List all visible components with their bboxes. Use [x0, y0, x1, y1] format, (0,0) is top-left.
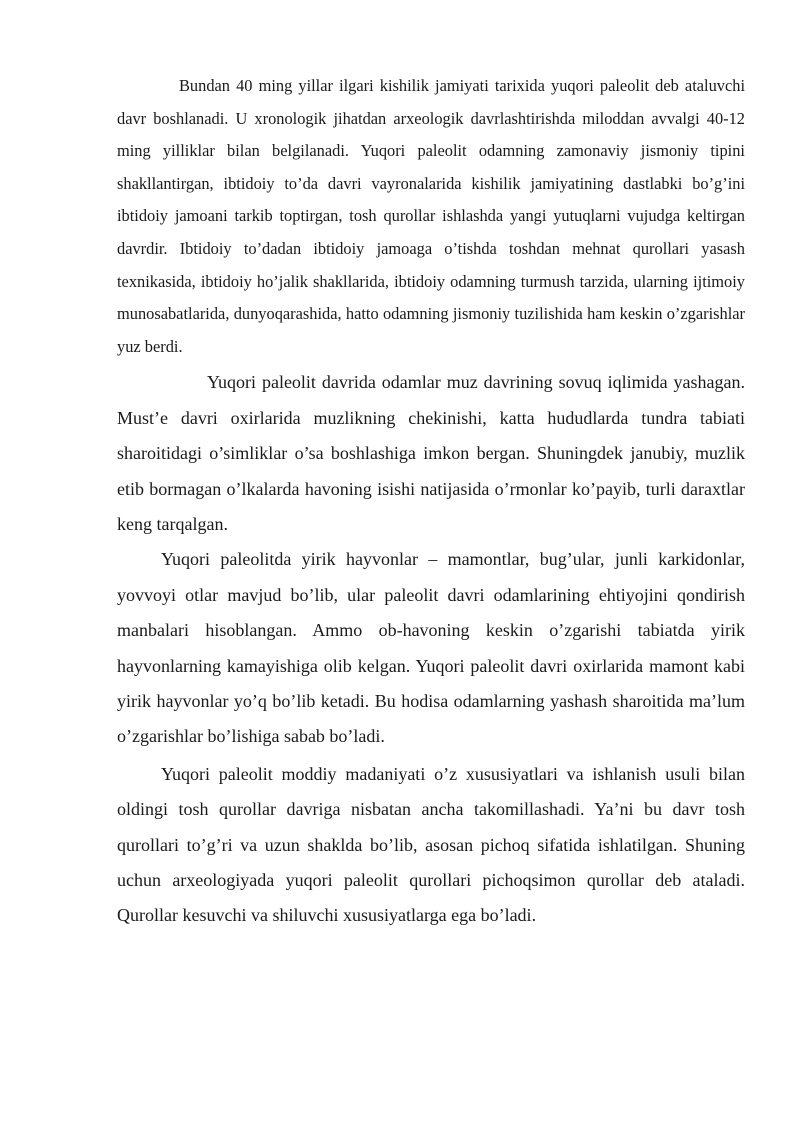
paragraph-material-culture: Yuqori paleolit moddiy madaniyati o’z xususiyatlari va ishlanish usuli bilan oldingi tosh qurollar davriga nisbatan ancha takomillashadi. Ya’ni bu davr tosh qurollari to’g’ri va uzun shaklda bo’lib, asosan pichoq sifatida ishlatilgan. Shuning uchun arxeologiyada yuqori paleolit qurollari pichoqsimon qurollar deb ataladi. Qurollar kesuvchi va shiluvchi xususiyatlarga ega bo’ladi. — [117, 763, 745, 926]
paragraph-upper-paleolithic-intro: Bundan 40 ming yillar ilgari kishilik jamiyati tarixida yuqori paleolit deb ataluvchi davr boshlanadi. U xronologik jihatdan arxeologik davrlashtirishda miloddan avvalgi 40-12 ming yilliklar bilan belgilanadi. Yuqori paleolit odamning zamonaviy jismoniy tipini shakllantirgan, ibtidoiy to’da davri vayronalarida kishilik jamiyatining dastlabki bo’g’ini ibtidoiy jamoani tarkib toptirgan, tosh qurollar ishlashda yangi yutuqlarni vujudga keltirgan davrdir. Ibtidoiy to’dadan ibtidoiy jamoaga o’tishda toshdan mehnat qurollari yasash texnikasida, ibtidoiy ho’jalik shakllarida, ibtidoiy odamning turmush tarzida, ularning ijtimoiy munosabatlarida, dunyoqarashida, hatto odamning jismoniy tuzilishida ham keskin o’zgarishlar yuz berdi. — [117, 76, 745, 356]
paragraph-ice-age-climate: Yuqori paleolit davrida odamlar muz davrining sovuq iqlimida yashagan. Must’e davri oxirlarida muzlikning chekinishi, katta hududlarda tundra tabiati sharoitidagi o’simliklar o’sa boshlashiga imkon bergan. Shuningdek janubiy, muzlik etib bormagan o’lkalarda havoning isishi natijasida o’rmonlar ko’payib, turli daraxtlar keng tarqalgan. — [117, 372, 745, 534]
document-page — [117, 70, 745, 934]
paragraph-large-animals: Yuqori paleolitda yirik hayvonlar – mamontlar, bug’ular, junli karkidonlar, yovvoyi otlar mavjud bo’lib, ular paleolit davri odamlarining ehtiyojini qondirish manbalari hisoblangan. Ammo ob-havoning keskin o’zgarishi tabiatda yirik hayvonlarning kamayishiga olib kelgan. Yuqori paleolit davri oxirlarida mamont kabi yirik hayvonlar yo’q bo’lib ketadi. Bu hodisa odamlarning yashash sharoitida ma’lum o’zgarishlar bo’lishiga sabab bo’ladi. — [117, 549, 745, 747]
